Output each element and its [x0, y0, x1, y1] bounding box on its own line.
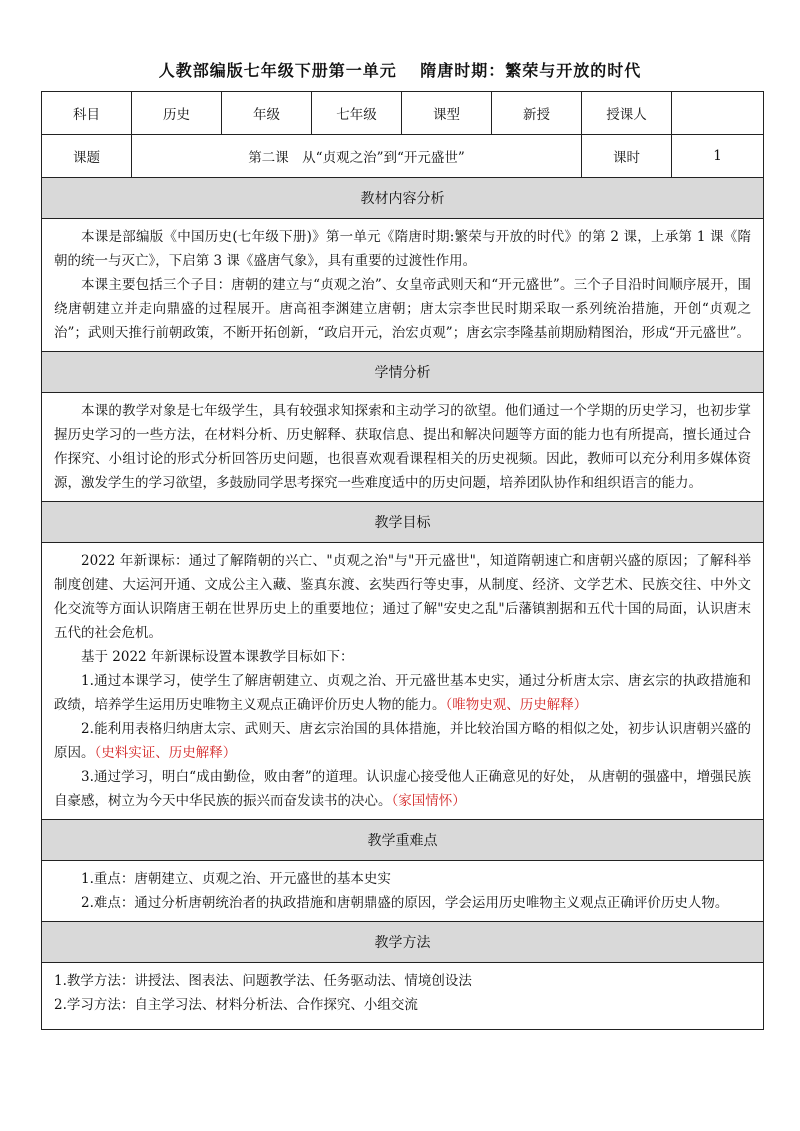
- lesson-type-value: 新授: [492, 92, 582, 135]
- competency-tag: （唯物史观、历史解释）: [445, 697, 588, 713]
- paragraph: 基于 2022 年新课标设置本课教学目标如下：: [81, 649, 354, 665]
- section-heading-goals: 教学目标: [42, 502, 764, 543]
- teacher-value: [672, 92, 764, 135]
- goal-item: [54, 717, 751, 765]
- grade-value: 七年级: [312, 92, 402, 135]
- paragraph: 本课主要包括三个子目：唐朝的建立与“贞观之治”、女皇帝武则天和“开元盛世”。三个子目沿时间顺序展开，围绕唐朝建立并走向鼎盛的过程展开。唐高祖李渊建立唐朝；唐太宗李世民时期采取一系列统治措施，开创“贞观之治”；武则天推行前朝政策，不断开拓创新，“政启开元，治宏贞观”；唐玄宗李隆基前期励精图治，形成“开元盛世”。: [54, 277, 751, 341]
- goal-text: 2.能利用表格归纳唐太宗、武则天、唐玄宗治国的具体措施，并比较治国方略的相似之处，初步认识唐朝兴盛的原因。: [54, 721, 751, 761]
- topic-label: 课题: [42, 135, 132, 178]
- goal-text: 3.通过学习，明白“成由勤俭，败由奢”的道理。认识虚心接受他人正确意见的好处， 从唐朝的强盛中，增强民族自豪感，树立为今天中华民族的振兴而奋发读书的决心。: [54, 769, 751, 809]
- topic-value: 第二课 从“贞观之治”到“开元盛世”: [132, 135, 582, 178]
- competency-tag: （家国情怀）: [391, 793, 466, 809]
- paragraph: 本课是部编版《中国历史(七年级下册)》第一单元《隋唐时期:繁荣与开放的时代》的第 2 课，上承第 1 课《隋朝的统一与灭亡》，下启第 3 课《盛唐气象》，具有重要的过渡性作用。: [54, 229, 751, 269]
- teacher-label: 授课人: [582, 92, 672, 135]
- goal-item: [54, 765, 751, 813]
- paragraph: 本课的教学对象是七年级学生，具有较强求知探索和主动学习的欲望。他们通过一个学期的历史学习，也初步掌握历史学习的一些方法，在材料分析、历史解释、获取信息、提出和解决问题等方面的能力也有所提高，擅长通过合作探究、小组讨论的形式分析回答历史问题，也很喜欢观看课程相关的历史视频。因此，教师可以充分利用多媒体资源，激发学生的学习欲望，多鼓励同学思考探究一些难度适中的历史问题，培养团队协作和组织语言的能力。: [54, 403, 751, 491]
- paragraph: 2.学习方法：自主学习法、材料分析法、合作探究、小组交流: [54, 997, 418, 1013]
- section-heading-methods: 教学方法: [42, 922, 764, 963]
- goal-text: 1.通过本课学习，使学生了解唐朝建立、贞观之治、开元盛世基本史实，通过分析唐太宗、唐玄宗的执政措施和政绩，培养学生运用历史唯物主义观点正确评价历史人物的能力。: [54, 673, 751, 713]
- lesson-plan-table: [41, 91, 764, 1030]
- subject-label: 科目: [42, 92, 132, 135]
- goal-item: [54, 669, 751, 717]
- paragraph: 2.难点：通过分析唐朝统治者的执政措施和唐朝鼎盛的原因，学会运用历史唯物主义观点正确评价历史人物。: [81, 895, 729, 911]
- lesson-type-label: 课型: [402, 92, 492, 135]
- section-body-key-points: [42, 861, 764, 922]
- document-title: 人教部编版七年级下册第一单元 隋唐时期：繁荣与开放的时代: [158, 61, 642, 80]
- subject-value: 历史: [132, 92, 222, 135]
- paragraph: 1.重点：唐朝建立、贞观之治、开元盛世的基本史实: [81, 871, 391, 887]
- hours-value: 1: [672, 135, 764, 178]
- info-row: [42, 92, 764, 135]
- section-heading-key-points: 教学重难点: [42, 820, 764, 861]
- paragraph: 1.教学方法：讲授法、图表法、问题教学法、任务驱动法、情境创设法: [54, 973, 472, 989]
- paragraph: 2022 年新课标：通过了解隋朝的兴亡、"贞观之治"与"开元盛世"，知道隋朝速亡和唐朝兴盛的原因；了解科举制度创建、大运河开通、文成公主入藏、鉴真东渡、玄奘西行等史事，从制度、经济、文学艺术、民族交往、中外文化交流等方面认识隋唐王朝在世界历史上的重要地位；通过了解"安史之乱"后藩镇割据和五代十国的局面，认识唐末五代的社会危机。: [54, 553, 751, 641]
- section-body-textbook: [42, 219, 764, 352]
- grade-label: 年级: [222, 92, 312, 135]
- hours-label: 课时: [582, 135, 672, 178]
- section-heading-textbook: 教材内容分析: [42, 178, 764, 219]
- section-heading-students: 学情分析: [42, 352, 764, 393]
- competency-tag: （史料实证、历史解释）: [94, 745, 237, 761]
- section-body-students: [42, 393, 764, 502]
- topic-row: [42, 135, 764, 178]
- section-body-goals: [42, 543, 764, 820]
- section-body-methods: [42, 963, 764, 1030]
